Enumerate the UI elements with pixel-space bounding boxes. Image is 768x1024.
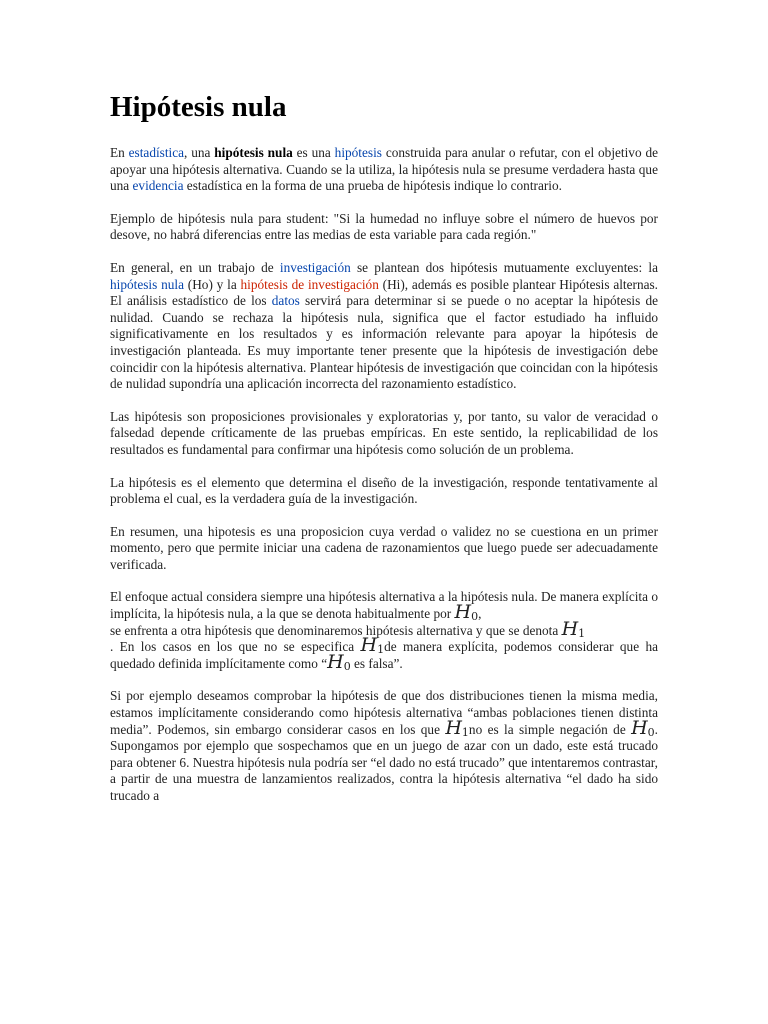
math-h1: $H_1$ — [445, 716, 469, 739]
link-hipotesis-investigacion[interactable]: hipótesis de investigación — [240, 276, 379, 292]
page-title: Hipótesis nula — [110, 91, 287, 123]
math-h0: $H_0$ — [454, 601, 479, 624]
bold-term: hipótesis nula — [214, 145, 293, 160]
math-h1: $H_1$ — [360, 634, 385, 657]
link-datos[interactable]: datos — [271, 293, 300, 309]
document-page — [110, 80, 658, 821]
paragraph-propositions: Las hipótesis son proposiciones provisionales y exploratorias y, por tanto, su valor de veracidad o falsedad depende críticamente de las pruebas empíricas. En este sentido, la replicabilidad de los resultados es fundamental para confirmar una hipótesis como solución de un problema. — [110, 408, 658, 457]
link-hipotesis[interactable]: hipótesis — [334, 145, 382, 160]
math-h0: $H_0$ — [631, 716, 655, 739]
paragraph-example: Ejemplo de hipótesis nula para student: "Si la humedad no influye sobre el número de huevos por desove, no habrá diferencias entre las medias de esta variable para cada región." — [110, 210, 658, 243]
math-h1: $H_1$ — [561, 617, 586, 640]
paragraph-summary: En resumen, una hipotesis es una proposicion cuya verdad o validez no se cuestiona en un primer momento, pero que permite iniciar una cadena de razonamientos que luego puede ser adecuadamente verificada. — [110, 523, 658, 572]
paragraph-general: En general, en un trabajo de investigación se plantean dos hipótesis mutuamente excluyentes: la hipótesis nula (Ho) y la hipótesis de investigación (Hi), además es posible plantear Hipótesis alternas. El análisis estadístico de los datos servirá para determinar si se puede o no aceptar la hipótesis de nulidad. Cuando se rechaza la hipótesis nula, significa que el factor estudiado ha influido significativamente en los resultados y es información relevante para apoyar la hipótesis de investigación planteada. Es muy importante tener presente que la hipótesis de investigación debe coincidir con la hipótesis alternativa. Plantear hipótesis de investigación que coincidan con la hipótesis de nulidad supondría una aplicación incorrecta del razonamiento estadístico. — [110, 259, 658, 392]
paragraph-design: La hipótesis es el elemento que determina el diseño de la investigación, responde tentativamente al problema el cual, es la verdadera guía de la investigación. — [110, 474, 658, 507]
math-h0: $H_0$ — [327, 650, 351, 673]
link-hipotesis-nula[interactable]: hipótesis nula — [110, 276, 184, 292]
paragraph-definition: En estadística, una hipótesis nula es una hipótesis construida para anular o refutar, con el objetivo de apoyar una hipótesis alternativa. Cuando se la utiliza, la hipótesis nula se presume verdadera hasta que una evidencia estadística en la forma de una prueba de hipótesis indique lo contrario. — [110, 145, 659, 194]
paragraph-dice-example: Si por ejemplo deseamos comprobar la hipótesis de que dos distribuciones tienen la misma media, estamos implícitamente considerando como hipótesis alternativa “ambas poblaciones tienen distinta media”. Podemos, sin embargo considerar casos en los que $H_1no$ es la simple negación de $H_0$. Supongamos por ejemplo que sospechamos que en un juego de azar con un dado, este está trucado para obtener 6. Nuestra hipótesis nula podría ser “el dado no está trucado” que intentaremos contrastar, a partir de una muestra de lanzamientos realizados, contra la hipótesis alternativa “el dado ha sido trucado a — [110, 688, 658, 803]
link-investigacion[interactable]: investigación — [279, 259, 351, 275]
link-evidencia[interactable]: evidencia — [132, 178, 184, 194]
paragraph-alternative: El enfoque actual considera siempre una hipótesis alternativa a la hipótesis nula. De manera explícita o implícita, la hipótesis nula, a la que se denota habitualmente por $H_0$, se enfrenta a otra hipótesis que denominaremos hipótesis alternativa y que se denota $H_1$ . En los casos en los que no se especifica $H_1de$ manera explícita, podemos considerar que ha quedado definida implícitamente como “$H_0$ es falsa”. — [110, 589, 658, 673]
link-estadistica[interactable]: estadística — [128, 145, 185, 160]
